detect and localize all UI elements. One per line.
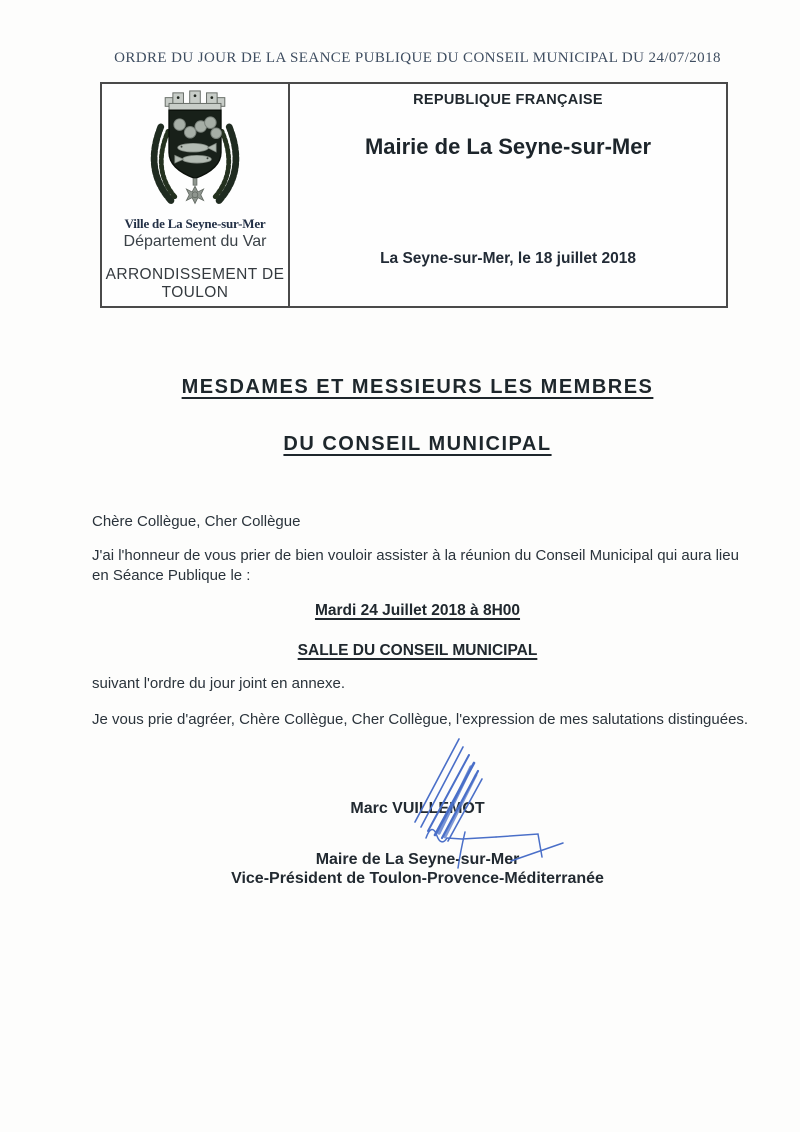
- letterhead-box: [100, 82, 728, 308]
- document-header-line: ORDRE DU JOUR DE LA SEANCE PUBLIQUE DU CONSEIL MUNICIPAL DU 24/07/2018: [114, 50, 721, 66]
- city-coat-of-arms-icon: [142, 89, 248, 215]
- date-line: La Seyne-sur-Mer, le 18 juillet 2018: [380, 250, 636, 267]
- department-label: Département du Var: [123, 233, 267, 250]
- republic-label: REPUBLIQUE FRANÇAISE: [413, 92, 603, 108]
- letterhead-left-cell: [102, 84, 290, 306]
- closing-paragraph: Je vous prie d'agréer, Chère Collègue, Cher Collègue, l'expression de mes salutations distinguées.: [92, 711, 749, 728]
- signer-name: Marc VUILLEMOT: [350, 800, 485, 817]
- intro-paragraph: J'ai l'honneur de vous prier de bien vouloir assister à la réunion du Conseil Municipal qui aura lieu en Séance Publique le :: [92, 547, 739, 584]
- salutation: Chère Collègue, Cher Collègue: [92, 513, 301, 530]
- meeting-datetime: Mardi 24 Juillet 2018 à 8H00: [314, 602, 521, 619]
- signer-title-mayor: Maire de La Seyne-sur-Mer: [315, 851, 520, 868]
- letterhead-right-cell: [290, 84, 726, 306]
- arrondissement-label: ARRONDISSEMENT DE TOULON: [105, 266, 285, 301]
- signer-title-vice-president: Vice-Président de Toulon-Provence-Méditerranée: [231, 870, 604, 887]
- city-script-label: Ville de La Seyne-sur-Mer: [124, 216, 266, 231]
- meeting-place: SALLE DU CONSEIL MUNICIPAL: [297, 642, 538, 659]
- letter-heading-line1: MESDAMES ET MESSIEURS LES MEMBRES: [181, 376, 654, 398]
- annex-note: suivant l'ordre du jour joint en annexe.: [92, 675, 346, 692]
- mairie-title: Mairie de La Seyne-sur-Mer: [364, 134, 652, 159]
- letter-heading-line2: DU CONSEIL MUNICIPAL: [283, 433, 552, 455]
- handwritten-signature-ink: [393, 737, 603, 877]
